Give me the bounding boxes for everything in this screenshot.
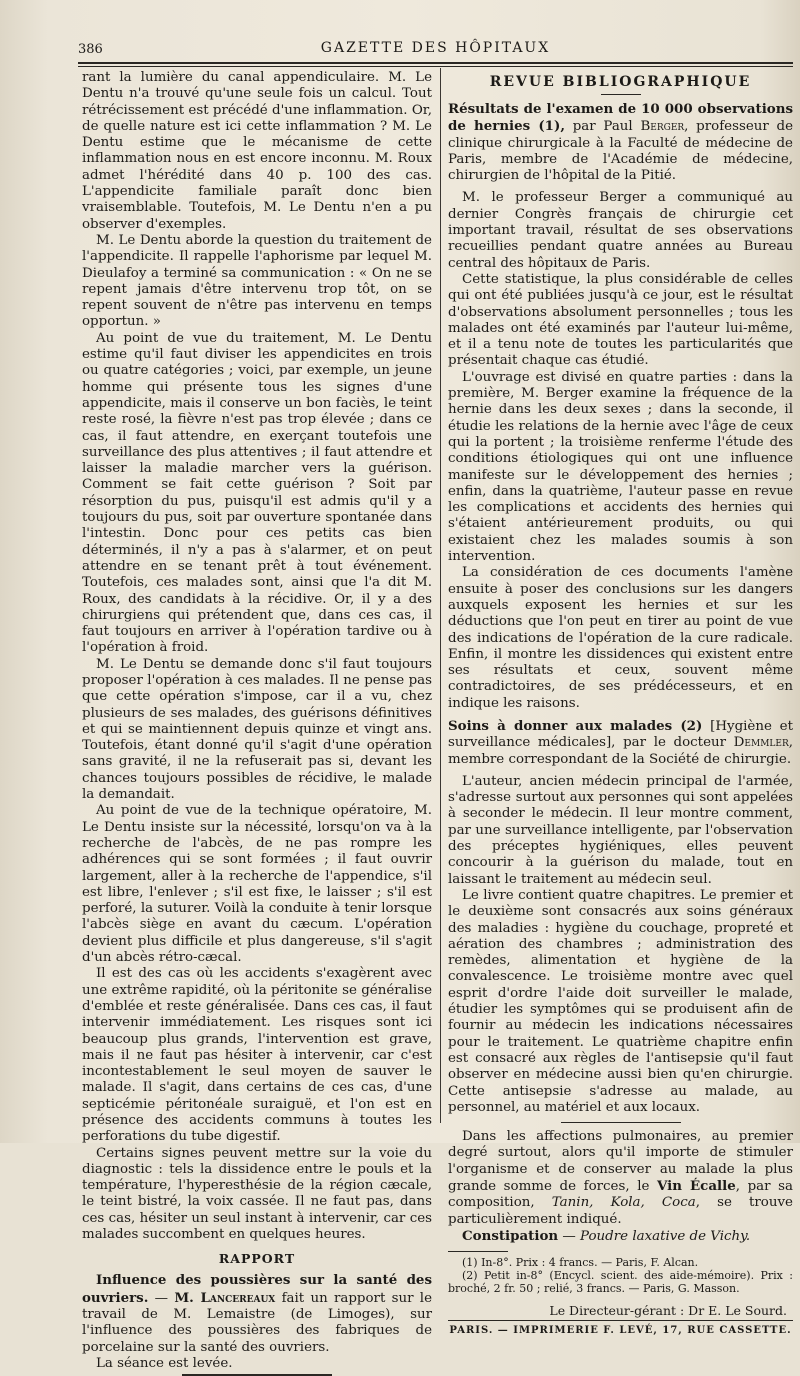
right-column: [448, 70, 793, 1336]
review-entry-heading: [448, 101, 793, 184]
ad-text: , se trouve particulièrement indiqué.: [448, 1195, 793, 1227]
review-author: Berger: [640, 119, 685, 135]
signature-rule: [448, 1320, 793, 1321]
footnote: (2) Petit in-8° (Encycl. scient. des aide-mémoire). Prix : broché, 2 fr. 50 ; relié, 3 francs. — Paris, G. Masson.: [448, 1269, 793, 1296]
paragraph: L'ouvrage est divisé en quatre parties : dans la première, M. Berger examine la fréquence de la hernie dans les deux sexes ; dans la seconde, il étudie les relations de la hernie avec l'âge de ceux qui la portent ; la troisième renferme l'étude des conditions étiologiques qui ont une influence manifeste sur le développement des hernies ; enfin, dans la quatrième, l'auteur passe en revue les complications et accidents des hernies qui s'étaient antérieurement produits, ou qui existaient chez les malades soumis à son intervention.: [448, 369, 793, 565]
review-entry-heading: [448, 718, 793, 768]
paragraph: Le livre contient quatre chapitres. Le premier et le deuxième sont consacrés aux soins généraux des maladies : hygiène du couchage, propreté et aération des chambres ; administration des remèdes, alimentation et hygiène de la convalescence. Le troisième montre avec quel esprit d'ordre l'aide doit surveiller le malade, étudier les symptômes qui se produisent afin de fournir au médecin les indications nécessaires pour le traitement. Le quatrième chapitre enfin est consacré aux règles de l'antisepsie qu'il faut observer en médecine aussi bien qu'en chirurgie. Cette antisepsie s'adresse au malade, au personnel, au matériel et aux locaux.: [448, 887, 793, 1115]
paragraph: Au point de vue de la technique opératoire, M. Le Dentu insiste sur la nécessité, lorsqu'on va à la recherche de l'abcès, de ne pas rompre les adhérences qui se sont formées ; il faut ouvrir largement, aller à la recherche de l'appendice, s'il est libre, l'enlever ; s'il est fixe, le laisser ; s'il est perforé, la suturer. Voilà la conduite à tenir lorsque l'abcès siège en avant du cæcum. L'opération devient plus difficile et plus dangereuse, s'il s'agit d'un abcès rétro-cæcal.: [82, 803, 432, 966]
ad-text: Dans les affections pulmonaires, au premier degré surtout, alors qu'il importe de stimuler l'organisme et de conserver au malade la plus grande somme de forces, le: [448, 1129, 793, 1194]
ad-dash: —: [558, 1228, 581, 1244]
ad-product: Poudre laxative de Vichy.: [580, 1228, 751, 1244]
column-divider: [440, 68, 441, 1123]
header-rule: [78, 62, 793, 64]
page-number: 386: [78, 42, 103, 57]
rapport-text: fait un rapport sur le travail de M. Lemaistre (de Limoges), sur l'influence des poussières des fabriques de porcelaine sur la santé des ouvriers.: [82, 1290, 432, 1355]
advertisement: [448, 1129, 793, 1228]
paragraph: rant la lumière du canal appendiculaire. M. Le Dentu n'a trouvé qu'une seule fois un calcul. Tout rétrécissement est précédé d'une inflammation. Or, de quelle nature est ici cette inflammation ? M. Le Dentu estime que le mécanisme de cette inflammation nous en est encore inconnu. M. Roux admet l'hérédité dans 40 p. 100 des cas. L'appendicite familiale paraît donc bien vraisemblable. Toutefois, M. Le Dentu n'en a pu observer d'exemples.: [82, 70, 432, 232]
page-header: [78, 38, 793, 60]
ad-ingredients: Tanin, Kola, Coca: [551, 1195, 696, 1211]
paragraph: Au point de vue du traitement, M. Le Dentu estime qu'il faut diviser les appendicites en trois ou quatre catégories ; voici, par exemple, un jeune homme qui présente tous les signes d'une appendicite, mais il conserve un bon faciès, le teint reste rosé, la fièvre n'est pas trop élevée ; dans ce cas, il faut attendre, en exerçant toutefois une surveillance des plus attentives ; il faut attendre et laisser la maladie marcher vers la guérison. Comment se fait cette guérison ? Soit par résorption du pus, puisqu'il est admis qu'il y a toujours du pus, soit par ouverture spontanée dans l'intestin. Donc pour ces petits cas bien déterminés, il n'y a pas à s'alarmer, et on peut attendre en se tenant prêt à tout événement. Toutefois, ces malades sont, ainsi que l'a dit M. Roux, des candidats à la récidive. Or, il y a des chirurgiens qui prétendent que, dans ces cas, il faut toujours en arriver à l'opération tardive ou à l'opération à froid.: [82, 330, 432, 656]
printer-line: PARIS. — IMPRIMERIE F. LEVÉ, 17, RUE CASSETTE.: [449, 1325, 792, 1337]
review-author: Demmler: [733, 735, 789, 751]
advertisement: [448, 1228, 793, 1245]
review-by: par Paul: [565, 119, 641, 135]
rapport-paragraph: [82, 1272, 432, 1355]
review-entry-title: Soins à donner aux malades (2): [448, 717, 703, 734]
rapport-heading: RAPPORT: [218, 1251, 296, 1267]
signature: Le Directeur-gérant : Dr E. Le Sourd.: [549, 1303, 787, 1319]
short-rule: [601, 94, 641, 95]
ad-product: Vin Écalle: [657, 1178, 736, 1194]
paragraph: L'auteur, ancien médecin principal de l'armée, s'adresse surtout aux personnes qui sont appelées à seconder le médecin. Il leur montre comment, par une surveillance intelligente, par l'observation des préceptes hygiéniques, elles peuvent concourir à la guérison du malade, tout en laissant le traitement au médecin seul.: [448, 773, 793, 887]
footnote-rule: [448, 1251, 508, 1252]
review-subtitle: [Hygiène et surveillance médicales], par le docteur: [448, 718, 793, 751]
ad-label: Constipation: [462, 1227, 559, 1244]
separator-rule: [561, 1122, 681, 1123]
rapport-dash: —: [148, 1290, 175, 1306]
closing-line: La séance est levée.: [96, 1355, 233, 1371]
paragraph: Cette statistique, la plus considérable de celles qui ont été publiées jusqu'à ce jour, est le résultat d'observations absolument personnelles ; tous les malades ont été examinés par l'auteur lui-même, et il a tenu note de toutes les particularités que présentait chaque cas étudié.: [448, 271, 793, 369]
paragraph: Certains signes peuvent mettre sur la voie du diagnostic : tels la dissidence entre le pouls et la température, l'hyperesthésie de la région cæcale, le teint bistré, la voix cassée. Il ne faut pas, dans ces cas, hésiter un seul instant à intervenir, car ces malades succombent en quelques heures.: [82, 1145, 432, 1243]
running-title: GAZETTE DES HÔPITAUX: [320, 40, 551, 56]
review-entry-title: Résultats de l'examen de 10 000 observations de hernies (1),: [448, 101, 793, 135]
paragraph: Il est des cas où les accidents s'exagèrent avec une extrême rapidité, où la péritonite se généralise d'emblée et reste généralisée. Dans ces cas, il faut intervenir immédiatement. Les risques sont ici beaucoup plus grands, l'intervention est grave, mais il ne faut pas hésiter à intervenir, car c'est incontestablement le seul moyen de sauver le malade. Il s'agit, dans certains de ces cas, d'une septicémie péritonéale suraiguë, et l'on est en présence des accidents communs à toutes les perforations du tube digestif.: [82, 966, 432, 1145]
header-rule-thin: [78, 66, 793, 67]
left-column: [82, 70, 432, 1376]
section-title: REVUE BIBLIOGRAPHIQUE: [489, 74, 752, 90]
footnote: (1) In-8°. Prix : 4 francs. — Paris, F. Alcan.: [462, 1256, 699, 1270]
rapport-title: Influence des poussières sur la santé des ouvriers.: [82, 1272, 432, 1306]
paragraph: M. Le Dentu aborde la question du traitement de l'appendicite. Il rappelle l'aphorisme par lequel M. Dieulafoy a terminé sa communication : « On ne se repent jamais d'être intervenu trop tôt, on se repent souvent de n'être pas intervenu en temps opportun. »: [82, 232, 432, 330]
ad-text: , par sa composition,: [448, 1179, 793, 1211]
rapport-author: M. Lancereaux: [174, 1289, 276, 1306]
paragraph: M. Le Dentu se demande donc s'il faut toujours proposer l'opération à ces malades. Il ne pense pas que cette opération s'impose, car il a vu, chez plusieurs de ses malades, des guérisons définitives et qui se maintiennent depuis quinze et vingt ans. Toutefois, étant donné qu'il s'agit d'une opération sans gravité, il ne la refuserait pas si, devant les chances toujours possibles de récidive, le malade la demandait.: [82, 656, 432, 803]
review-author-details: , professeur de clinique chirurgicale à la Faculté de médecine de Paris, membre de l'Académie de médecine, chirurgien de l'hôpital de la Pitié.: [448, 119, 793, 184]
review-author-details: , membre correspondant de la Société de chirurgie.: [448, 735, 793, 767]
paragraph: M. le professeur Berger a communiqué au dernier Congrès français de chirurgie cet important travail, résultat de ses observations recueillies pendant quatre années au Bureau central des hôpitaux de Paris.: [448, 190, 793, 271]
paragraph: La considération de ces documents l'amène ensuite à poser des conclusions sur les dangers auxquels exposent les hernies et sur les déductions que l'on peut en tirer au point de vue des indications de l'opération de la cure radicale. Enfin, il montre les dissidences qui existent entre ses résultats et ceux, souvent même contradictoires, de ses prédécesseurs, et en indique les raisons.: [448, 565, 793, 711]
